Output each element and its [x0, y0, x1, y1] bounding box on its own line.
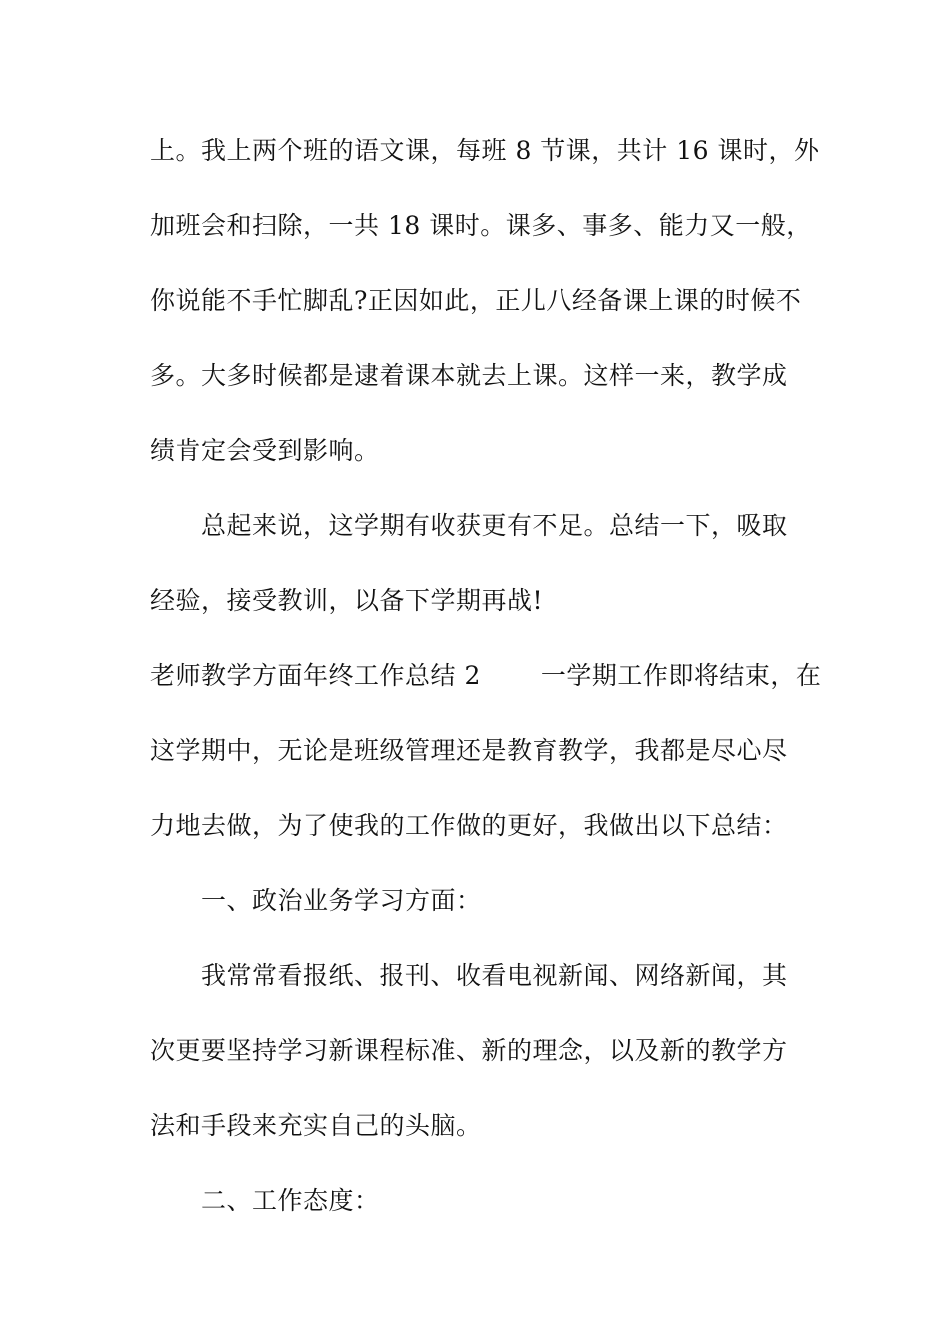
- paragraph-line-7: 经验，接受教训，以备下学期再战!: [150, 586, 544, 615]
- paragraph-line-9: 力地去做，为了使我的工作做的更好，我做出以下总结：: [150, 811, 788, 840]
- section-intro-text: 一学期工作即将结束，在: [540, 661, 822, 690]
- paragraph-line-6: 总起来说，这学期有收获更有不足。总结一下，吸取: [201, 511, 788, 540]
- paragraph-line-11: 次更要坚持学习新课程标准、新的理念，以及新的教学方: [150, 1036, 788, 1065]
- paragraph-line-4: 多。大多时候都是逮着课本就去上课。这样一来，教学成: [150, 361, 788, 390]
- paragraph-line-12: 法和手段来充实自己的头脑。: [150, 1111, 482, 1140]
- section-title: 老师教学方面年终工作总结 2: [150, 661, 481, 690]
- paragraph-line-2: 加班会和扫除，一共 18 课时。课多、事多、能力又一般，: [150, 211, 812, 240]
- section-heading-line: [150, 661, 821, 691]
- subheading-politics: 一、政治业务学习方面：: [201, 886, 482, 915]
- paragraph-line-1: 上。我上两个班的语文课，每班 8 节课，共计 16 课时，外: [150, 136, 820, 165]
- paragraph-line-8: 这学期中，无论是班级管理还是教育教学，我都是尽心尽: [150, 736, 788, 765]
- paragraph-line-3: 你说能不手忙脚乱?正因如此，正儿八经备课上课的时候不: [150, 286, 802, 315]
- paragraph-line-10: 我常常看报纸、报刊、收看电视新闻、网络新闻，其: [201, 961, 788, 990]
- paragraph-line-5: 绩肯定会受到影响。: [150, 436, 380, 465]
- subheading-attitude: 二、工作态度：: [201, 1186, 380, 1215]
